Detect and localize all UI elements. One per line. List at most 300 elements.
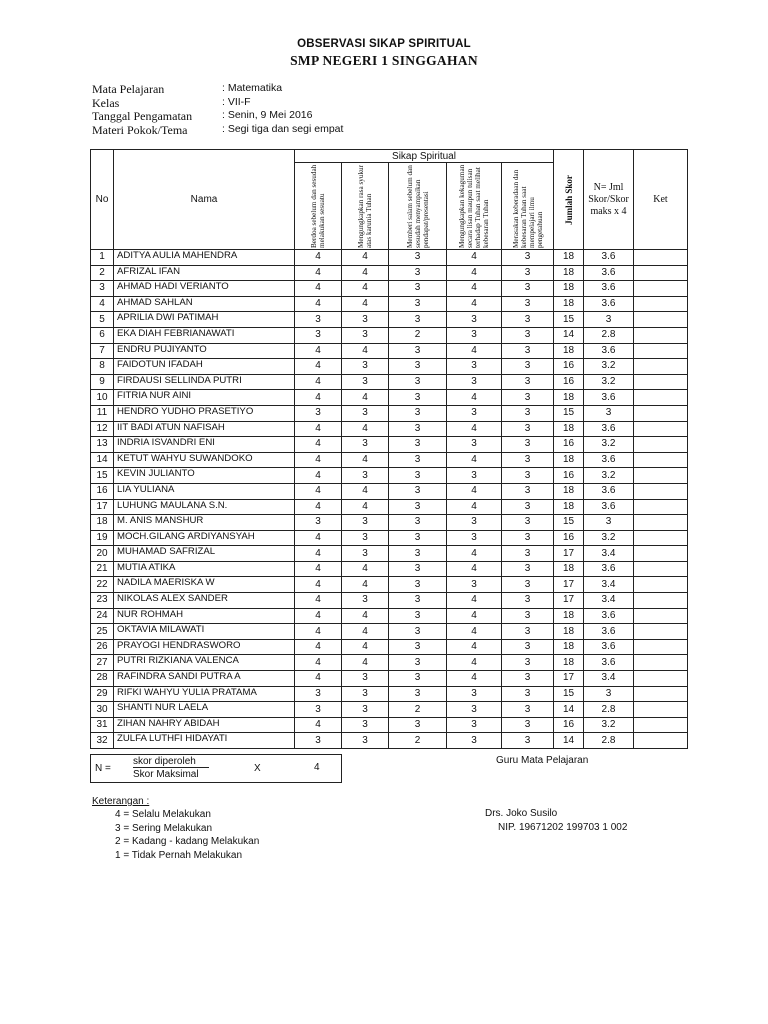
cell-score-1: 4 <box>295 437 342 453</box>
cell-nama: HENDRO YUDHO PRASETIYO <box>114 405 295 421</box>
cell-score-4: 3 <box>447 515 502 531</box>
cell-score-5: 3 <box>502 390 554 406</box>
header-nama: Nama <box>114 150 295 250</box>
cell-score-1: 3 <box>295 686 342 702</box>
cell-score-3: 3 <box>389 359 447 375</box>
cell-score-3: 3 <box>389 312 447 328</box>
cell-score-4: 4 <box>447 390 502 406</box>
info-label-subject: Mata Pelajaran <box>92 82 165 96</box>
cell-nama: KEVIN JULIANTO <box>114 468 295 484</box>
cell-score-2: 4 <box>342 265 389 281</box>
table-row <box>91 515 688 531</box>
header-criterion-1: Berdoa sebelum dan sesudah melakukan sesuatu <box>295 163 342 250</box>
cell-no: 26 <box>91 639 114 655</box>
cell-score-5: 3 <box>502 593 554 609</box>
cell-ket <box>634 296 688 312</box>
cell-score-5: 3 <box>502 717 554 733</box>
cell-nama: MUHAMAD SAFRIZAL <box>114 546 295 562</box>
cell-jumlah: 16 <box>554 374 584 390</box>
cell-score-4: 4 <box>447 343 502 359</box>
table-row <box>91 452 688 468</box>
table-row <box>91 390 688 406</box>
cell-score-4: 3 <box>447 717 502 733</box>
cell-no: 23 <box>91 593 114 609</box>
cell-no: 5 <box>91 312 114 328</box>
cell-nama: RIFKI WAHYU YULIA PRATAMA <box>114 686 295 702</box>
cell-nama: MUTIA ATIKA <box>114 561 295 577</box>
legend-item: 4 = Selalu Melakukan <box>115 809 211 820</box>
cell-no: 6 <box>91 327 114 343</box>
cell-score-1: 4 <box>295 343 342 359</box>
cell-no: 24 <box>91 608 114 624</box>
cell-no: 3 <box>91 281 114 297</box>
cell-nilai: 3.6 <box>584 343 634 359</box>
cell-score-1: 4 <box>295 717 342 733</box>
cell-score-5: 3 <box>502 577 554 593</box>
cell-jumlah: 18 <box>554 250 584 266</box>
cell-no: 11 <box>91 405 114 421</box>
cell-ket <box>634 437 688 453</box>
cell-score-2: 4 <box>342 608 389 624</box>
cell-score-4: 3 <box>447 733 502 749</box>
cell-score-3: 3 <box>389 437 447 453</box>
cell-ket <box>634 483 688 499</box>
cell-score-5: 3 <box>502 359 554 375</box>
cell-nilai: 3.2 <box>584 437 634 453</box>
cell-score-5: 3 <box>502 702 554 718</box>
cell-ket <box>634 655 688 671</box>
cell-nilai: 3.6 <box>584 624 634 640</box>
cell-nama: SHANTI NUR LAELA <box>114 702 295 718</box>
table-row <box>91 281 688 297</box>
formula-numerator: skor diperoleh <box>133 756 209 768</box>
table-row <box>91 265 688 281</box>
cell-score-2: 4 <box>342 421 389 437</box>
cell-score-5: 3 <box>502 468 554 484</box>
cell-nilai: 3.6 <box>584 281 634 297</box>
cell-no: 21 <box>91 561 114 577</box>
cell-nama: PUTRI RIZKIANA VALENCA <box>114 655 295 671</box>
table-row <box>91 327 688 343</box>
header-sikap-spiritual: Sikap Spiritual <box>295 150 554 163</box>
cell-nama: ZULFA LUTHFI HIDAYATI <box>114 733 295 749</box>
cell-score-1: 4 <box>295 671 342 687</box>
cell-nama: NADILA MAERISKA W <box>114 577 295 593</box>
cell-nama: RAFINDRA SANDI PUTRA A <box>114 671 295 687</box>
cell-score-2: 4 <box>342 483 389 499</box>
table-row <box>91 437 688 453</box>
cell-nilai: 3.6 <box>584 421 634 437</box>
cell-score-3: 3 <box>389 468 447 484</box>
cell-score-4: 4 <box>447 561 502 577</box>
legend-item: 3 = Sering Melakukan <box>115 822 213 834</box>
cell-score-3: 3 <box>389 561 447 577</box>
cell-score-2: 4 <box>342 452 389 468</box>
cell-score-1: 4 <box>295 265 342 281</box>
cell-score-4: 3 <box>447 374 502 390</box>
cell-score-1: 4 <box>295 281 342 297</box>
cell-nilai: 3.6 <box>584 608 634 624</box>
cell-score-3: 3 <box>389 546 447 562</box>
cell-score-4: 4 <box>447 671 502 687</box>
cell-score-2: 3 <box>342 359 389 375</box>
table-row <box>91 561 688 577</box>
cell-score-2: 4 <box>342 281 389 297</box>
cell-jumlah: 18 <box>554 561 584 577</box>
cell-nilai: 3.6 <box>584 265 634 281</box>
cell-jumlah: 14 <box>554 733 584 749</box>
cell-score-4: 4 <box>447 546 502 562</box>
cell-score-3: 3 <box>389 655 447 671</box>
cell-score-5: 3 <box>502 374 554 390</box>
cell-jumlah: 18 <box>554 390 584 406</box>
table-row <box>91 374 688 390</box>
cell-score-1: 4 <box>295 296 342 312</box>
cell-ket <box>634 733 688 749</box>
signature-name: Drs. Joko Susilo <box>485 808 558 819</box>
cell-score-3: 3 <box>389 608 447 624</box>
cell-nama: LIA YULIANA <box>114 483 295 499</box>
cell-score-3: 3 <box>389 686 447 702</box>
cell-nilai: 3.6 <box>584 483 634 499</box>
header-criterion-5: Merasakan keberadaan dan kebesaran Tuhan saat mempelajari ilmu pengetahuan <box>502 163 554 250</box>
header-criterion-3: Memberi salam sebelum dan sesudah menyampaikan pendapat/presentasi <box>389 163 447 250</box>
cell-score-3: 3 <box>389 717 447 733</box>
cell-score-4: 4 <box>447 421 502 437</box>
cell-score-5: 3 <box>502 499 554 515</box>
cell-nilai: 3.4 <box>584 546 634 562</box>
cell-score-5: 3 <box>502 655 554 671</box>
cell-nilai: 3 <box>584 312 634 328</box>
table-row <box>91 608 688 624</box>
school-name: SMP NEGERI 1 SINGGAHAN <box>290 53 478 68</box>
cell-nama: AHMAD SAHLAN <box>114 296 295 312</box>
cell-ket <box>634 265 688 281</box>
table-row <box>91 296 688 312</box>
cell-no: 13 <box>91 437 114 453</box>
table-row <box>91 250 688 266</box>
cell-no: 30 <box>91 702 114 718</box>
cell-score-2: 4 <box>342 343 389 359</box>
cell-score-3: 3 <box>389 390 447 406</box>
cell-no: 12 <box>91 421 114 437</box>
cell-nilai: 3.2 <box>584 359 634 375</box>
cell-nama: NIKOLAS ALEX SANDER <box>114 593 295 609</box>
cell-jumlah: 18 <box>554 499 584 515</box>
cell-ket <box>634 359 688 375</box>
cell-score-2: 4 <box>342 390 389 406</box>
cell-score-1: 4 <box>295 624 342 640</box>
cell-jumlah: 15 <box>554 405 584 421</box>
cell-no: 16 <box>91 483 114 499</box>
table-row <box>91 530 688 546</box>
cell-score-5: 3 <box>502 530 554 546</box>
cell-score-2: 4 <box>342 499 389 515</box>
cell-score-4: 4 <box>447 593 502 609</box>
cell-ket <box>634 281 688 297</box>
cell-ket <box>634 343 688 359</box>
cell-jumlah: 17 <box>554 577 584 593</box>
cell-nilai: 3.4 <box>584 671 634 687</box>
cell-no: 4 <box>91 296 114 312</box>
cell-no: 22 <box>91 577 114 593</box>
cell-nama: KETUT WAHYU SUWANDOKO <box>114 452 295 468</box>
table-row <box>91 312 688 328</box>
cell-score-4: 4 <box>447 265 502 281</box>
cell-score-2: 3 <box>342 686 389 702</box>
cell-score-4: 4 <box>447 483 502 499</box>
cell-ket <box>634 717 688 733</box>
cell-score-2: 3 <box>342 717 389 733</box>
cell-score-5: 3 <box>502 421 554 437</box>
cell-score-4: 4 <box>447 624 502 640</box>
cell-nama: MOCH.GILANG ARDIYANSYAH <box>114 530 295 546</box>
cell-ket <box>634 374 688 390</box>
cell-no: 32 <box>91 733 114 749</box>
cell-score-2: 3 <box>342 312 389 328</box>
cell-score-2: 3 <box>342 327 389 343</box>
cell-score-2: 4 <box>342 561 389 577</box>
cell-no: 31 <box>91 717 114 733</box>
cell-ket <box>634 250 688 266</box>
cell-score-3: 3 <box>389 499 447 515</box>
cell-score-2: 3 <box>342 530 389 546</box>
cell-score-3: 3 <box>389 530 447 546</box>
cell-score-1: 4 <box>295 577 342 593</box>
cell-nilai: 3.6 <box>584 296 634 312</box>
cell-score-1: 4 <box>295 250 342 266</box>
cell-jumlah: 15 <box>554 312 584 328</box>
table-row <box>91 405 688 421</box>
observation-table <box>90 149 688 749</box>
cell-no: 10 <box>91 390 114 406</box>
cell-score-5: 3 <box>502 671 554 687</box>
cell-score-3: 2 <box>389 702 447 718</box>
table-row <box>91 717 688 733</box>
info-label-class: Kelas <box>92 95 120 110</box>
cell-score-4: 4 <box>447 608 502 624</box>
cell-score-2: 4 <box>342 296 389 312</box>
cell-score-4: 3 <box>447 530 502 546</box>
cell-ket <box>634 671 688 687</box>
cell-jumlah: 18 <box>554 452 584 468</box>
cell-jumlah: 18 <box>554 343 584 359</box>
cell-jumlah: 18 <box>554 421 584 437</box>
cell-nilai: 3.4 <box>584 593 634 609</box>
cell-score-5: 3 <box>502 483 554 499</box>
cell-score-3: 3 <box>389 483 447 499</box>
cell-nama: IIT BADI ATUN NAFISAH <box>114 421 295 437</box>
cell-score-5: 3 <box>502 515 554 531</box>
cell-nilai: 3.4 <box>584 577 634 593</box>
cell-ket <box>634 515 688 531</box>
cell-jumlah: 18 <box>554 608 584 624</box>
table-row <box>91 639 688 655</box>
cell-score-4: 3 <box>447 359 502 375</box>
cell-nilai: 2.8 <box>584 733 634 749</box>
cell-no: 17 <box>91 499 114 515</box>
header-nilai: N= Jml Skor/Skor maks x 4 <box>584 150 634 250</box>
cell-score-1: 4 <box>295 452 342 468</box>
cell-score-1: 3 <box>295 312 342 328</box>
cell-score-1: 4 <box>295 483 342 499</box>
cell-score-1: 3 <box>295 405 342 421</box>
cell-score-2: 3 <box>342 468 389 484</box>
cell-score-1: 4 <box>295 593 342 609</box>
cell-ket <box>634 624 688 640</box>
cell-score-4: 4 <box>447 655 502 671</box>
cell-nilai: 3.6 <box>584 655 634 671</box>
cell-ket <box>634 405 688 421</box>
table-row <box>91 593 688 609</box>
table-body <box>91 250 688 749</box>
info-value-date: : Senin, 9 Mei 2016 <box>222 109 313 121</box>
cell-score-1: 4 <box>295 421 342 437</box>
cell-no: 27 <box>91 655 114 671</box>
cell-no: 7 <box>91 343 114 359</box>
cell-no: 2 <box>91 265 114 281</box>
cell-no: 15 <box>91 468 114 484</box>
cell-score-5: 3 <box>502 250 554 266</box>
cell-nama: OKTAVIA MILAWATI <box>114 624 295 640</box>
cell-nilai: 3.2 <box>584 468 634 484</box>
info-value-topic: : Segi tiga dan segi empat <box>222 122 344 135</box>
cell-score-3: 3 <box>389 343 447 359</box>
cell-nilai: 3.2 <box>584 530 634 546</box>
cell-score-3: 3 <box>389 593 447 609</box>
cell-jumlah: 16 <box>554 530 584 546</box>
cell-jumlah: 15 <box>554 515 584 531</box>
header-criterion-4: Mengungkapkan kekaguman secara lisan maupun tulisan terhadap Tuhan saat melihat kebesaran Tuhan <box>447 163 502 250</box>
cell-nama: NUR ROHMAH <box>114 608 295 624</box>
cell-nama: FITRIA NUR AINI <box>114 390 295 406</box>
cell-no: 8 <box>91 359 114 375</box>
table-row <box>91 624 688 640</box>
table-row <box>91 546 688 562</box>
cell-nama: AFRIZAL IFAN <box>114 265 295 281</box>
info-value-subject: : Matematika <box>222 82 283 94</box>
cell-score-2: 3 <box>342 374 389 390</box>
cell-nilai: 3.6 <box>584 452 634 468</box>
cell-jumlah: 18 <box>554 281 584 297</box>
cell-score-5: 3 <box>502 608 554 624</box>
cell-score-3: 3 <box>389 250 447 266</box>
cell-jumlah: 16 <box>554 468 584 484</box>
table-row <box>91 499 688 515</box>
cell-score-5: 3 <box>502 296 554 312</box>
info-value-class: : VII-F <box>222 95 251 108</box>
cell-score-3: 3 <box>389 671 447 687</box>
cell-score-2: 4 <box>342 624 389 640</box>
cell-score-2: 4 <box>342 655 389 671</box>
cell-ket <box>634 608 688 624</box>
cell-score-5: 3 <box>502 327 554 343</box>
table-row <box>91 343 688 359</box>
cell-score-2: 3 <box>342 733 389 749</box>
cell-jumlah: 16 <box>554 437 584 453</box>
cell-nilai: 3 <box>584 686 634 702</box>
cell-jumlah: 14 <box>554 327 584 343</box>
legend-item: 2 = Kadang - kadang Melakukan <box>115 836 260 847</box>
cell-score-3: 3 <box>389 296 447 312</box>
cell-score-1: 4 <box>295 359 342 375</box>
table-row <box>91 483 688 499</box>
cell-score-1: 4 <box>295 468 342 484</box>
cell-no: 20 <box>91 546 114 562</box>
cell-score-4: 4 <box>447 499 502 515</box>
cell-jumlah: 18 <box>554 624 584 640</box>
cell-score-4: 4 <box>447 296 502 312</box>
cell-score-2: 3 <box>342 437 389 453</box>
cell-score-4: 3 <box>447 327 502 343</box>
signature-role: Guru Mata Pelajaran <box>496 755 589 766</box>
cell-score-5: 3 <box>502 343 554 359</box>
cell-nama: FIRDAUSI SELLINDA PUTRI <box>114 374 295 390</box>
table-row <box>91 686 688 702</box>
cell-score-5: 3 <box>502 265 554 281</box>
cell-score-2: 4 <box>342 639 389 655</box>
cell-jumlah: 17 <box>554 593 584 609</box>
cell-ket <box>634 421 688 437</box>
cell-score-5: 3 <box>502 405 554 421</box>
cell-ket <box>634 452 688 468</box>
formula-factor: 4 <box>314 762 320 773</box>
cell-score-1: 4 <box>295 530 342 546</box>
cell-score-1: 3 <box>295 327 342 343</box>
cell-score-3: 3 <box>389 265 447 281</box>
cell-ket <box>634 327 688 343</box>
cell-no: 1 <box>91 250 114 266</box>
cell-score-2: 3 <box>342 702 389 718</box>
cell-jumlah: 14 <box>554 702 584 718</box>
cell-nilai: 3.6 <box>584 561 634 577</box>
cell-ket <box>634 468 688 484</box>
cell-score-2: 3 <box>342 593 389 609</box>
cell-jumlah: 16 <box>554 717 584 733</box>
cell-nilai: 3.2 <box>584 717 634 733</box>
document-title: OBSERVASI SIKAP SPIRITUAL <box>297 38 471 50</box>
cell-score-4: 3 <box>447 437 502 453</box>
table-row <box>91 733 688 749</box>
cell-score-4: 3 <box>447 686 502 702</box>
cell-score-1: 4 <box>295 499 342 515</box>
formula-denominator: Skor Maksimal <box>133 769 199 780</box>
cell-jumlah: 15 <box>554 686 584 702</box>
cell-nama: PRAYOGI HENDRASWORO <box>114 639 295 655</box>
header-no: No <box>91 150 114 250</box>
cell-ket <box>634 561 688 577</box>
cell-nama: INDRIA ISVANDRI ENI <box>114 437 295 453</box>
cell-score-3: 3 <box>389 515 447 531</box>
cell-jumlah: 18 <box>554 483 584 499</box>
cell-no: 29 <box>91 686 114 702</box>
header-jumlah-skor: Jumlah Skor <box>554 150 584 250</box>
header-criterion-2: Mengungkapkan rasa syukur atas karunia Tuhan <box>342 163 389 250</box>
cell-score-3: 3 <box>389 624 447 640</box>
cell-score-1: 4 <box>295 561 342 577</box>
cell-score-4: 4 <box>447 281 502 297</box>
formula-lhs: N = <box>95 763 111 774</box>
cell-score-3: 3 <box>389 405 447 421</box>
cell-nama: ZIHAN NAHRY ABIDAH <box>114 717 295 733</box>
cell-score-1: 4 <box>295 374 342 390</box>
table-row <box>91 421 688 437</box>
cell-score-4: 3 <box>447 405 502 421</box>
info-label-topic: Materi Pokok/Tema <box>92 122 188 137</box>
cell-nilai: 2.8 <box>584 327 634 343</box>
cell-score-3: 2 <box>389 733 447 749</box>
info-label-date: Tanggal Pengamatan <box>92 109 193 123</box>
